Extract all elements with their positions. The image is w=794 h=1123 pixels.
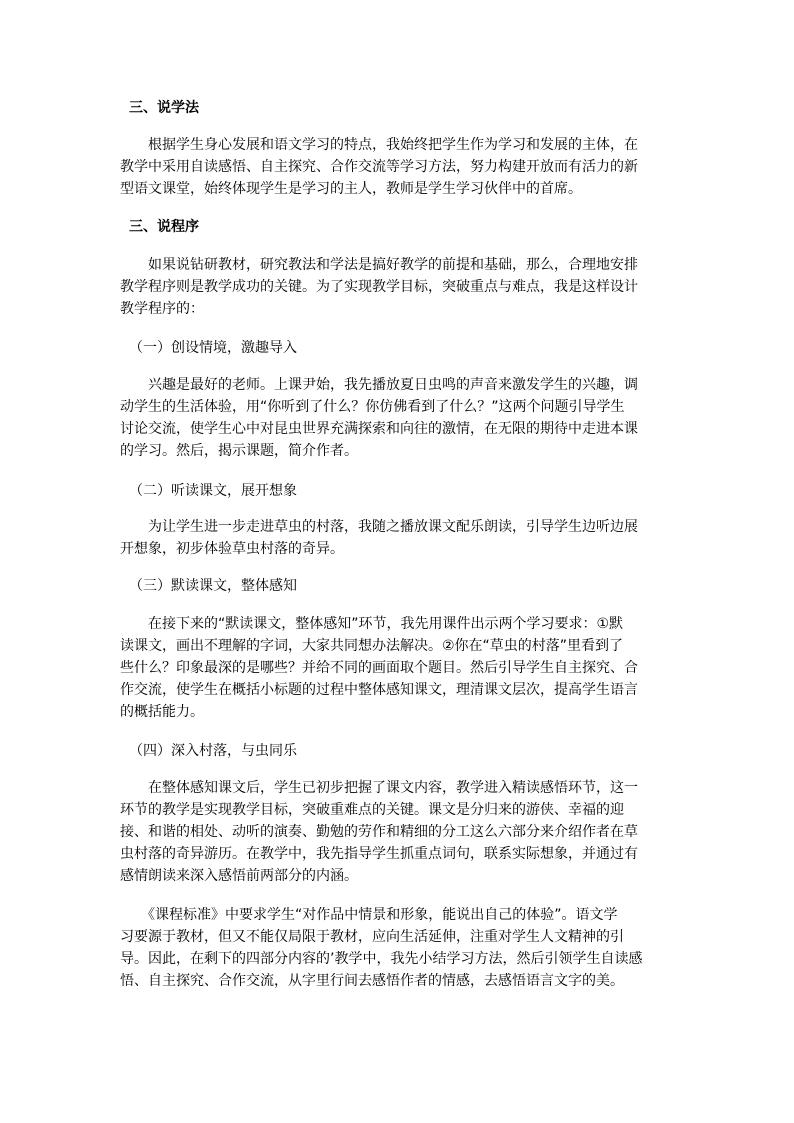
paragraph-step-2 <box>120 516 680 560</box>
paragraph-line: 为让学生进一步走进草虫的村落，我随之播放课文配乐朗读，引导学生边听边展 <box>120 519 638 535</box>
paragraph-line: 讨论交流，使学生心中对昆虫世界充满探索和向往的激情，在无限的期待中走进本课 <box>120 421 638 437</box>
section-heading-study-method <box>129 97 689 119</box>
paragraph-line: 环节的教学是实现教学目标，突破重难点的关键。课文是分归来的游侠、幸福的迎 <box>120 802 624 818</box>
paragraph-line: 教学程序则是教学成功的关键。为了实现教学目标，突破重点与难点，我是这样设计 <box>120 279 638 295</box>
paragraph-line: 的概括能力。 <box>120 704 204 720</box>
paragraph-line: 型语文课堂，始终体现学生是学习的主人，教师是学生学习伙伴中的首席。 <box>120 181 582 197</box>
subheading-step-4 <box>129 740 689 762</box>
heading-line: 三、说学法 <box>129 100 199 116</box>
paragraph-line: 兴趣是最好的老师。上课尹始，我先播放夏日虫鸣的声音来激发学生的兴趣，调 <box>120 377 638 393</box>
paragraph-line: 动学生的生活体验，用“你听到了什么？你仿佛看到了什么？”这两个问题引导学生 <box>120 399 625 415</box>
paragraph-step-1 <box>120 374 680 462</box>
paragraph-line: 在接下来的“默读课文，整体感知”环节，我先用课件出示两个学习要求：①默 <box>120 616 624 632</box>
paragraph-line: 接、和谐的相处、动听的演奏、勤勉的劳作和精细的分工这么六部分来介绍作者在草 <box>120 824 638 840</box>
paragraph-line: 如果说钻研教材，研究教法和学法是搞好教学的前提和基础，那么，合理地安排 <box>120 257 638 273</box>
subheading-step-2 <box>129 480 689 502</box>
paragraph-line: 读课文，画出不理解的字词，大家共同想办法解决。②你在“草虫的村落”里看到了 <box>120 638 624 654</box>
paragraph-line: 《课程标准》中要求学生“对作品中情景和形象，能说出自己的体验”。语文学 <box>120 907 618 923</box>
paragraph-line: 教学程序的： <box>120 301 204 317</box>
paragraph-line: 在整体感知课文后，学生已初步把握了课文内容，教学进入精读感悟环节，这一 <box>120 780 638 796</box>
subheading-line: （一）创设情境，激趣导入 <box>129 340 297 356</box>
paragraph-program-intro <box>120 254 680 320</box>
paragraph-line: 习要源于教材，但又不能仅局限于教材，应向生活延伸，注重对学生人文精神的引 <box>120 929 624 945</box>
paragraph-line: 的学习。然后，揭示课题，简介作者。 <box>120 443 358 459</box>
paragraph-line: 虫村落的奇异游历。在教学中，我先指导学生抓重点词句，联系实际想象，并通过有 <box>120 846 638 862</box>
paragraph-step-3 <box>120 613 680 723</box>
heading-line: 三、说程序 <box>129 219 199 235</box>
subheading-line: （四）深入村落，与虫同乐 <box>129 743 297 759</box>
paragraph-line: 教学中采用自读感悟、自主探究、合作交流等学习方法，努力构建开放而有活力的新 <box>120 159 638 175</box>
paragraph-line: 感情朗读来深入感悟前两部分的内涵。 <box>120 868 358 884</box>
paragraph-curriculum-standard <box>120 904 680 992</box>
paragraph-line: 开想象，初步体验草虫村落的奇异。 <box>120 541 344 557</box>
paragraph-line: 导。因此，在剩下的四部分内容的’教学中，我先小结学习方法，然后引领学生自读感 <box>120 951 643 967</box>
paragraph-line: 悟、自主探究、合作交流，从字里行间去感悟作者的情感，去感悟语言文字的美。 <box>120 973 624 989</box>
subheading-line: （二）听读课文，展开想象 <box>129 483 297 499</box>
section-heading-program <box>129 216 689 238</box>
paragraph-step-4 <box>120 777 680 887</box>
paragraph-line: 些什么？印象最深的是哪些？并给不同的画面取个题目。然后引导学生自主探究、合 <box>120 660 638 676</box>
subheading-line: （三）默读课文，整体感知 <box>129 578 297 594</box>
paragraph-line: 根据学生身心发展和语文学习的特点，我始终把学生作为学习和发展的主体，在 <box>120 137 638 153</box>
subheading-step-3 <box>129 575 689 597</box>
paragraph-line: 作交流，使学生在概括小标题的过程中整体感知课文，理清课文层次，提高学生语言 <box>120 682 638 698</box>
subheading-step-1 <box>129 337 689 359</box>
paragraph-study-method <box>120 134 680 200</box>
